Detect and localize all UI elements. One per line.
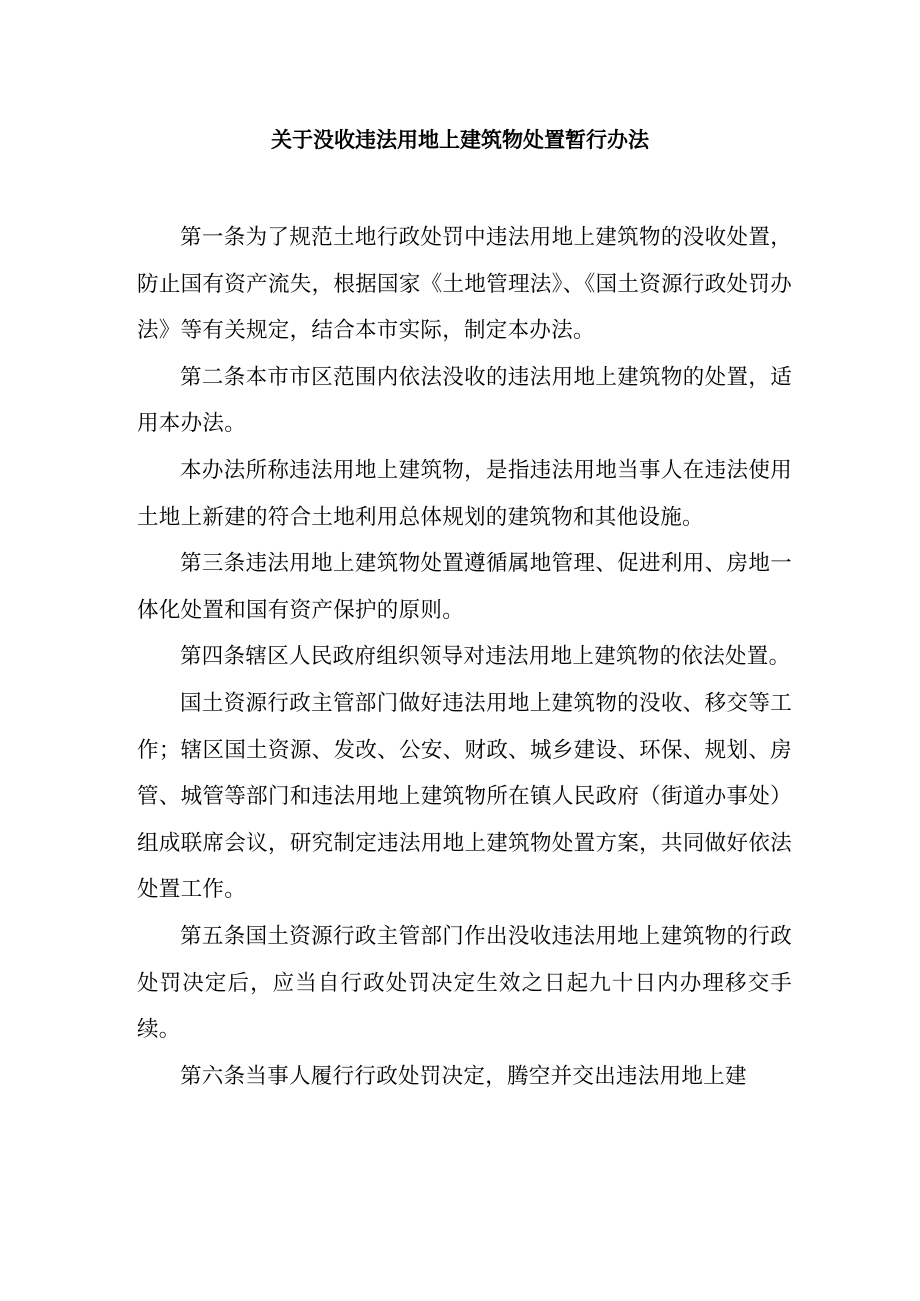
paragraph-article-5: 第五条国土资源行政主管部门作出没收违法用地上建筑物的行政处罚决定后，应当自行政处罚决定生效之日起九十日内办理移交手续。 bbox=[137, 923, 792, 1043]
document-title: 关于没收违法用地上建筑物处置暂行办法 bbox=[271, 128, 649, 152]
paragraph-responsibilities: 国土资源行政主管部门做好违法用地上建筑物的没收、移交等工作；辖区国土资源、发改、公安、财政、城乡建设、环保、规划、房管、城管等部门和违法用地上建筑物所在镇人民政府（街道办事处）组成联席会议，研究制定违法用地上建筑物处置方案，共同做好依法处置工作。 bbox=[137, 690, 792, 903]
paragraph-definition: 本办法所称违法用地上建筑物，是指违法用地当事人在违法使用土地上新建的符合土地利用总体规划的建筑物和其他设施。 bbox=[137, 457, 792, 530]
paragraph-article-1: 第一条为了规范土地行政处罚中违法用地上建筑物的没收处置，防止国有资产流失，根据国家《土地管理法》、《国土资源行政处罚办法》等有关规定，结合本市实际，制定本办法。 bbox=[137, 225, 792, 344]
paragraph-article-4: 第四条辖区人民政府组织领导对违法用地上建筑物的依法处置。 bbox=[180, 644, 791, 670]
document-body bbox=[137, 215, 792, 1100]
paragraph-article-3: 第三条违法用地上建筑物处置遵循属地管理、促进利用、房地一体化处置和国有资产保护的原则。 bbox=[137, 551, 792, 623]
paragraph-article-6: 第六条当事人履行行政处罚决定，腾空并交出违法用地上建 bbox=[180, 1063, 747, 1089]
paragraph-article-2: 第二条本市市区范围内依法没收的违法用地上建筑物的处置，适用本办法。 bbox=[137, 364, 792, 437]
